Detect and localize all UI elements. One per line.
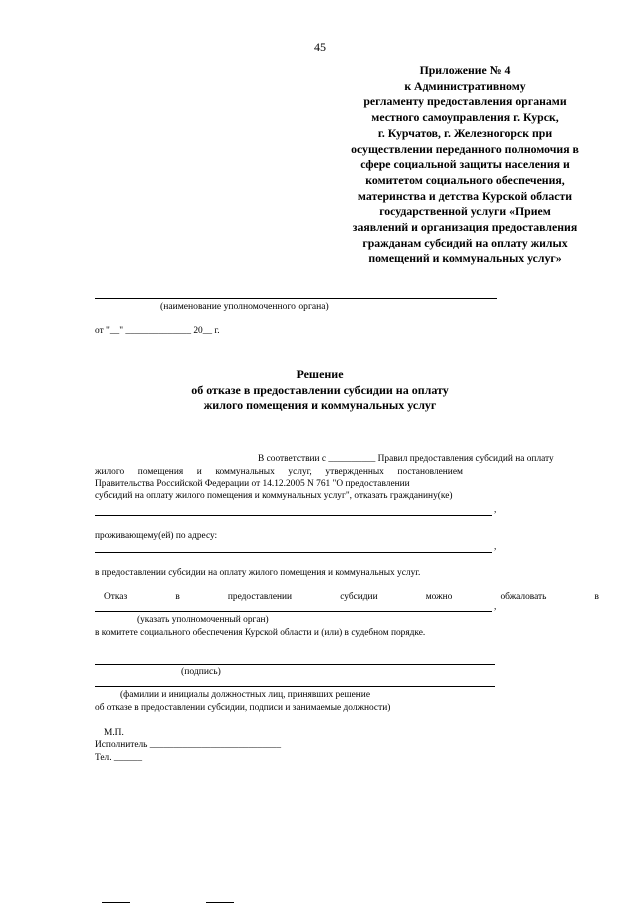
signature-line[interactable]: [95, 664, 495, 665]
appeal-word: обжаловать: [500, 592, 547, 602]
address-label: проживающему(ей) по адресу:: [95, 531, 218, 541]
officials-line[interactable]: [95, 686, 495, 687]
appendix-line: местного самоуправления г. Курск,: [371, 110, 559, 125]
appendix-line: гражданам субсидий на оплату жилых: [362, 235, 568, 250]
phone-field: Тел. ______: [95, 753, 143, 763]
signature-caption: (подпись): [181, 666, 221, 677]
comma-mark: ,: [494, 505, 497, 515]
paragraph-line-1: В соответствии с __________ Правил предоставления субсидий на оплату: [258, 454, 554, 464]
appeal-word: в: [175, 592, 180, 602]
appeal-organ-caption: (указать уполномоченный орган): [137, 615, 269, 625]
decision-subtitle-line: жилого помещения и коммунальных услуг: [203, 398, 437, 412]
officials-caption-line-1: (фамилии и инициалы должностных лиц, принявших решение: [120, 690, 370, 700]
comma-mark: ,: [494, 602, 497, 612]
appendix-line: помещений и коммунальных услуг»: [368, 251, 562, 266]
paragraph-word: услуг,: [288, 467, 312, 477]
appendix-line: заявлений и организация предоставления: [352, 220, 578, 235]
appeal-word: можно: [425, 592, 453, 602]
appeal-word: предоставлении: [227, 592, 293, 602]
appendix-line: комитетом социального обеспечения,: [365, 172, 565, 187]
appeal-line-1: [104, 592, 599, 602]
paragraph-line-4: субсидий на оплату жилого помещения и коммунальных услуг", отказать гражданину(ке): [95, 491, 453, 501]
decision-subtitle-line: об отказе в предоставлении субсидии на оплату: [191, 382, 449, 397]
executor-field: Исполнитель ____________________________: [95, 740, 282, 750]
decision-title: [0, 367, 640, 414]
appeal-line-3: в комитете социального обеспечения Курской области и (или) в судебном порядке.: [95, 628, 426, 638]
comma-mark: ,: [494, 542, 497, 552]
stamp-label: М.П.: [104, 728, 124, 738]
address-line[interactable]: [95, 552, 492, 553]
paragraph-word: утвержденных: [325, 467, 384, 477]
refusal-statement: в предоставлении субсидии на оплату жилого помещения и коммунальных услуг.: [95, 568, 421, 578]
appendix-line: Приложение № 4: [419, 63, 511, 77]
appeal-word: Отказ: [104, 592, 128, 602]
appendix-line: материнства и детства Курской области: [357, 188, 573, 203]
paragraph-word: жилого: [95, 467, 125, 477]
decision-heading: Решение: [296, 367, 344, 381]
authority-name-line[interactable]: [95, 298, 497, 299]
appeal-organ-line[interactable]: [95, 611, 492, 612]
appeal-word: в: [594, 592, 599, 602]
page-number: 45: [314, 40, 326, 54]
appendix-line: осуществлении переданного полномочия в: [351, 141, 579, 156]
appendix-line: государственной услуги «Прием: [379, 204, 551, 219]
officials-caption-line-2: об отказе в предоставлении субсидии, подписи и занимаемые должности): [95, 703, 391, 713]
citizen-name-line[interactable]: [95, 515, 492, 516]
date-line: от "__" ______________ 20__ г.: [95, 326, 220, 336]
authority-caption: (наименование уполномоченного органа): [160, 301, 329, 312]
appendix-line: сфере социальной защиты населения и: [360, 157, 570, 172]
appendix-line: регламенту предоставления органами: [363, 94, 567, 109]
paragraph-word: постановлением: [397, 467, 463, 477]
paragraph-word: коммунальных: [215, 467, 275, 477]
appendix-line: г. Курчатов, г. Железногорск при: [377, 125, 553, 140]
paragraph-word: и: [196, 467, 202, 477]
footer-mark: [206, 902, 234, 903]
paragraph-line-2: [95, 467, 463, 477]
appeal-word: субсидии: [340, 592, 378, 602]
paragraph-word: помещения: [137, 467, 184, 477]
appendix-header: [320, 63, 610, 267]
appendix-line: к Административному: [404, 78, 526, 93]
paragraph-line-3: Правительства Российской Федерации от 14.12.2005 N 761 "О предоставлении: [95, 479, 410, 489]
footer-mark: [102, 902, 130, 903]
